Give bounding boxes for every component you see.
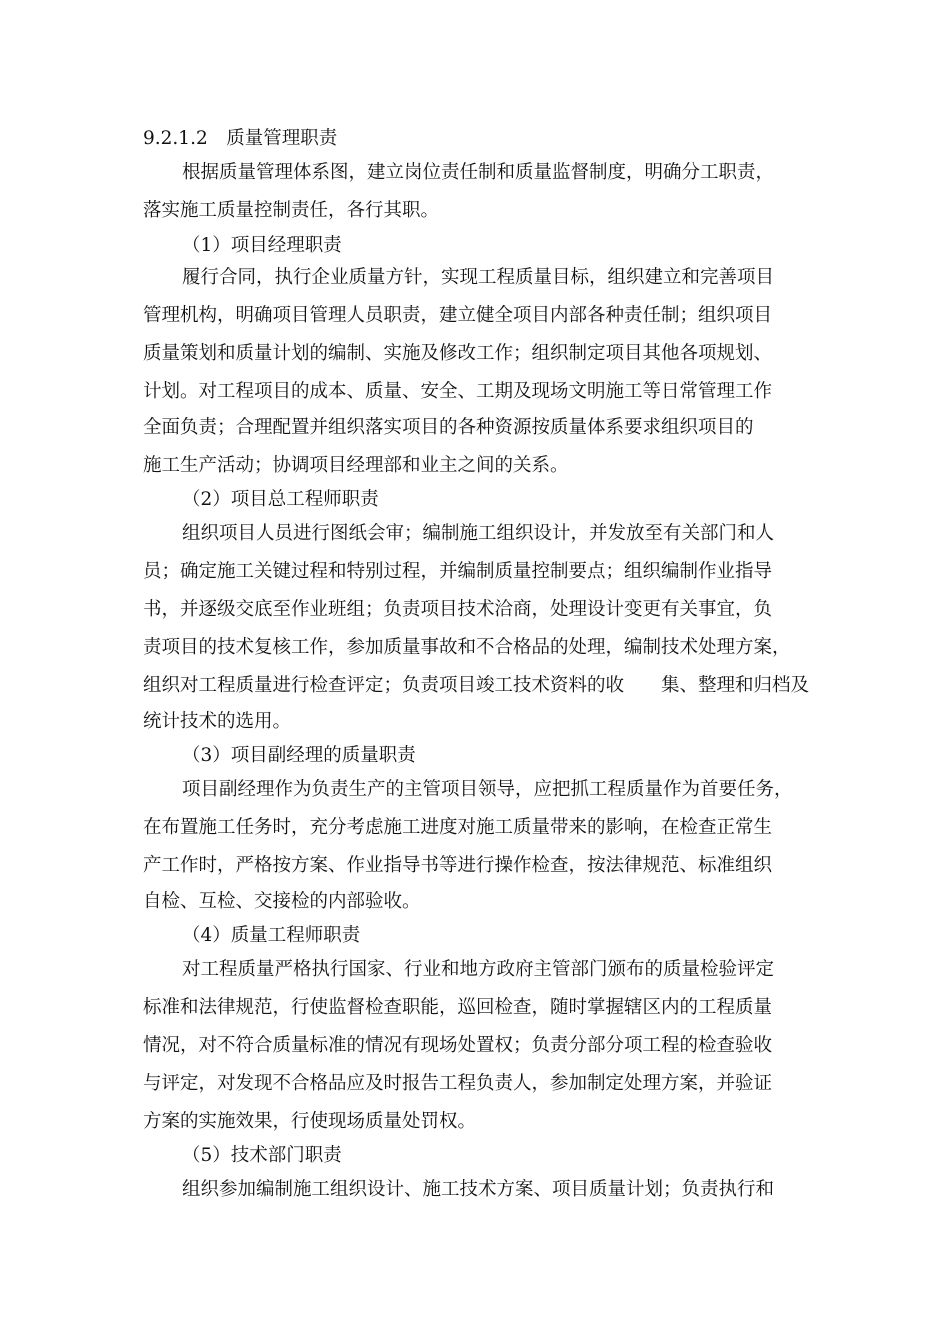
paragraph-line: 标准和法律规范，行使监督检查职能，巡回检查，随时掌握辖区内的工程质量	[143, 997, 773, 1018]
paragraph-line: 自检、互检、交接检的内部验收。	[143, 891, 421, 912]
paragraph-line: 计划。对工程项目的成本、质量、安全、工期及现场文明施工等日常管理工作	[143, 381, 773, 402]
paragraph-line: 组织项目人员进行图纸会审；编制施工组织设计，并发放至有关部门和人	[182, 523, 775, 544]
subsection-heading: （4）质量工程师职责	[182, 925, 361, 946]
paragraph-line: 责项目的技术复核工作，参加质量事故和不合格品的处理，编制技术处理方案，	[143, 637, 791, 658]
paragraph-line: 项目副经理作为负责生产的主管项目领导，应把抓工程质量作为首要任务，	[182, 779, 793, 800]
paragraph-line: 情况，对不符合质量标准的情况有现场处置权；负责分部分项工程的检查验收	[143, 1035, 773, 1056]
paragraph-line: 员；确定施工关键过程和特别过程，并编制质量控制要点；组织编制作业指导	[143, 561, 773, 582]
paragraph-line: 组织参加编制施工组织设计、施工技术方案、项目质量计划；负责执行和	[182, 1179, 775, 1200]
subsection-heading: （3）项目副经理的质量职责	[182, 745, 416, 766]
section-heading: 9.2.1.2 质量管理职责	[143, 128, 338, 149]
paragraph-line: 在布置施工任务时，充分考虑施工进度对施工质量带来的影响，在检查正常生	[143, 817, 773, 838]
paragraph-line: 统计技术的选用。	[143, 711, 292, 732]
paragraph-line: 书，并逐级交底至作业班组；负责项目技术洽商，处理设计变更有关事宜，负	[143, 599, 773, 620]
paragraph-line: 组织对工程质量进行检查评定；负责项目竣工技术资料的收 集、整理和归档及	[143, 675, 810, 696]
subsection-heading: （2）项目总工程师职责	[182, 489, 379, 510]
paragraph-line: 根据质量管理体系图，建立岗位责任制和质量监督制度，明确分工职责，	[182, 162, 775, 183]
paragraph-line: 落实施工质量控制责任，各行其职。	[143, 200, 440, 221]
paragraph-line: 对工程质量严格执行国家、行业和地方政府主管部门颁布的质量检验评定	[182, 959, 775, 980]
subsection-heading: （1）项目经理职责	[182, 235, 342, 256]
paragraph-line: 管理机构，明确项目管理人员职责，建立健全项目内部各种责任制；组织项目	[143, 305, 773, 326]
paragraph-line: 产工作时，严格按方案、作业指导书等进行操作检查，按法律规范、标准组织	[143, 855, 773, 876]
paragraph-line: 全面负责；合理配置并组织落实项目的各种资源按质量体系要求组织项目的	[143, 417, 754, 438]
paragraph-line: 履行合同，执行企业质量方针，实现工程质量目标，组织建立和完善项目	[182, 267, 775, 288]
paragraph-line: 质量策划和质量计划的编制、实施及修改工作；组织制定项目其他各项规划、	[143, 343, 773, 364]
paragraph-line: 施工生产活动；协调项目经理部和业主之间的关系。	[143, 455, 569, 476]
subsection-heading: （5）技术部门职责	[182, 1145, 342, 1166]
paragraph-line: 方案的实施效果，行使现场质量处罚权。	[143, 1111, 477, 1132]
paragraph-line: 与评定，对发现不合格品应及时报告工程负责人，参加制定处理方案，并验证	[143, 1073, 773, 1094]
